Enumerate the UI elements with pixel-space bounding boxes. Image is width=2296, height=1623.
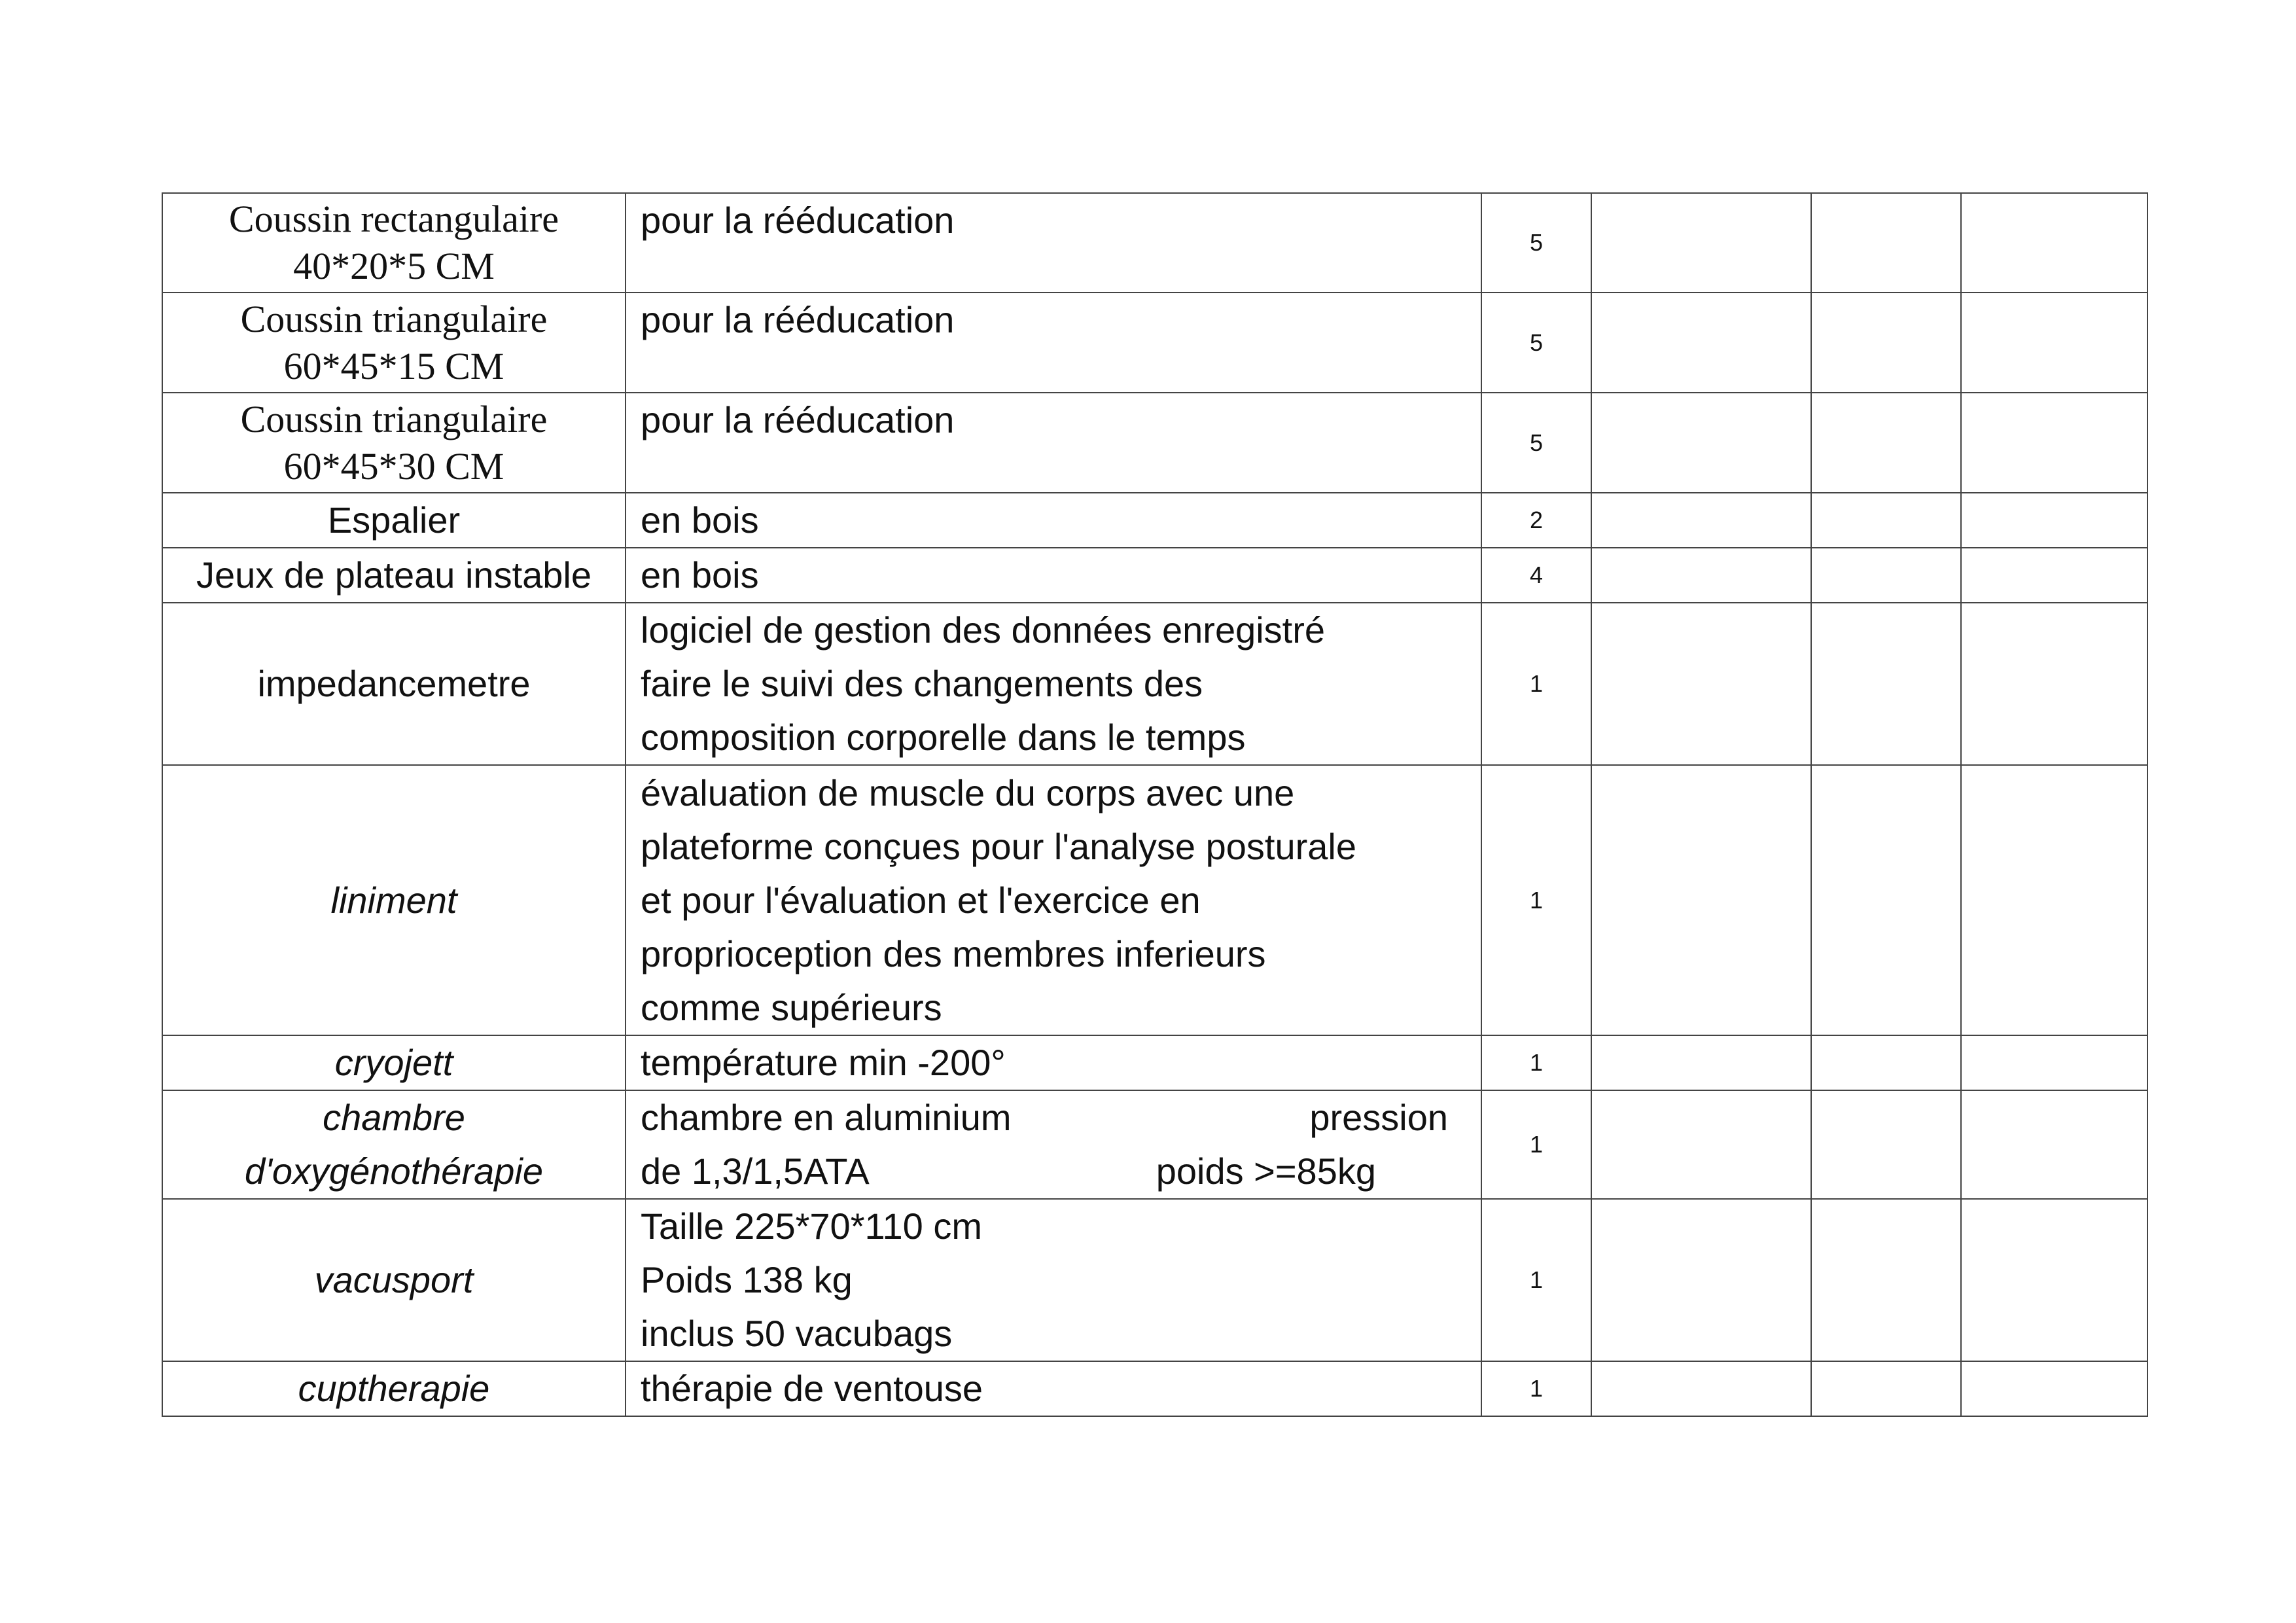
item-name: Coussin triangulaire 60*45*30 CM <box>162 393 626 493</box>
item-quantity: 4 <box>1481 548 1591 603</box>
empty-cell <box>1961 1199 2147 1361</box>
item-description: en bois <box>626 493 1481 548</box>
empty-cell <box>1811 603 1961 765</box>
item-name: impedancemetre <box>162 603 626 765</box>
item-name: Espalier <box>162 493 626 548</box>
table-row <box>162 1199 2147 1361</box>
empty-cell <box>1961 1090 2147 1199</box>
empty-cell <box>1591 1035 1811 1090</box>
item-quantity: 1 <box>1481 765 1591 1035</box>
empty-cell <box>1961 193 2147 293</box>
item-name: vacusport <box>162 1199 626 1361</box>
item-name: cryojett <box>162 1035 626 1090</box>
empty-cell <box>1961 1361 2147 1416</box>
item-description: pour la rééducation <box>626 393 1481 493</box>
table-row <box>162 193 2147 293</box>
table-row <box>162 1090 2147 1199</box>
table-row <box>162 765 2147 1035</box>
empty-cell <box>1961 493 2147 548</box>
item-name: cuptherapie <box>162 1361 626 1416</box>
item-quantity: 1 <box>1481 603 1591 765</box>
table-row <box>162 393 2147 493</box>
empty-cell <box>1591 765 1811 1035</box>
item-quantity: 1 <box>1481 1035 1591 1090</box>
empty-cell <box>1591 1199 1811 1361</box>
empty-cell <box>1961 548 2147 603</box>
empty-cell <box>1591 293 1811 393</box>
table-row <box>162 1361 2147 1416</box>
empty-cell <box>1811 1361 1961 1416</box>
empty-cell <box>1591 493 1811 548</box>
empty-cell <box>1811 1035 1961 1090</box>
item-quantity: 1 <box>1481 1361 1591 1416</box>
item-quantity: 2 <box>1481 493 1591 548</box>
item-description: logiciel de gestion des données enregistré faire le suivi des changements des composition corporelle dans le temps <box>626 603 1481 765</box>
table-row <box>162 1035 2147 1090</box>
item-quantity: 5 <box>1481 193 1591 293</box>
empty-cell <box>1811 393 1961 493</box>
empty-cell <box>1591 603 1811 765</box>
item-quantity: 5 <box>1481 293 1591 393</box>
table-row <box>162 293 2147 393</box>
description-line <box>641 1145 1448 1198</box>
empty-cell <box>1811 765 1961 1035</box>
equipment-table <box>162 192 2148 1417</box>
empty-cell <box>1961 293 2147 393</box>
description-line <box>641 1091 1448 1145</box>
item-description: Taille 225*70*110 cm Poids 138 kg inclus 50 vacubags <box>626 1199 1481 1361</box>
item-name: Jeux de plateau instable <box>162 548 626 603</box>
empty-cell <box>1591 1090 1811 1199</box>
empty-cell <box>1811 193 1961 293</box>
empty-cell <box>1811 1199 1961 1361</box>
empty-cell <box>1961 765 2147 1035</box>
empty-cell <box>1591 393 1811 493</box>
empty-cell <box>1811 493 1961 548</box>
item-name: liniment <box>162 765 626 1035</box>
empty-cell <box>1591 193 1811 293</box>
table-row <box>162 603 2147 765</box>
empty-cell <box>1591 1361 1811 1416</box>
item-description: évaluation de muscle du corps avec une plateforme conçues pour l'analyse posturale et pour l'évaluation et l'exercice en proprioception des membres inferieurs comme supérieurs <box>626 765 1481 1035</box>
item-name: Coussin triangulaire 60*45*15 CM <box>162 293 626 393</box>
empty-cell <box>1811 1090 1961 1199</box>
item-quantity: 1 <box>1481 1199 1591 1361</box>
item-description: pour la rééducation <box>626 293 1481 393</box>
item-description: pour la rééducation <box>626 193 1481 293</box>
description-segment: de 1,3/1,5ATA <box>641 1150 870 1192</box>
empty-cell <box>1811 548 1961 603</box>
empty-cell <box>1811 293 1961 393</box>
item-description: en bois <box>626 548 1481 603</box>
table-row <box>162 493 2147 548</box>
empty-cell <box>1961 393 2147 493</box>
item-name: Coussin rectangulaire 40*20*5 CM <box>162 193 626 293</box>
description-segment: pression <box>1309 1097 1448 1138</box>
table-row <box>162 548 2147 603</box>
item-quantity: 5 <box>1481 393 1591 493</box>
item-description <box>626 1090 1481 1199</box>
empty-cell <box>1961 1035 2147 1090</box>
empty-cell <box>1591 548 1811 603</box>
item-quantity: 1 <box>1481 1090 1591 1199</box>
item-description: thérapie de ventouse <box>626 1361 1481 1416</box>
item-description: température min -200° <box>626 1035 1481 1090</box>
description-segment: chambre en aluminium <box>641 1097 1012 1138</box>
description-segment: poids >=85kg <box>1156 1150 1376 1192</box>
item-name: chambre d'oxygénothérapie <box>162 1090 626 1199</box>
empty-cell <box>1961 603 2147 765</box>
